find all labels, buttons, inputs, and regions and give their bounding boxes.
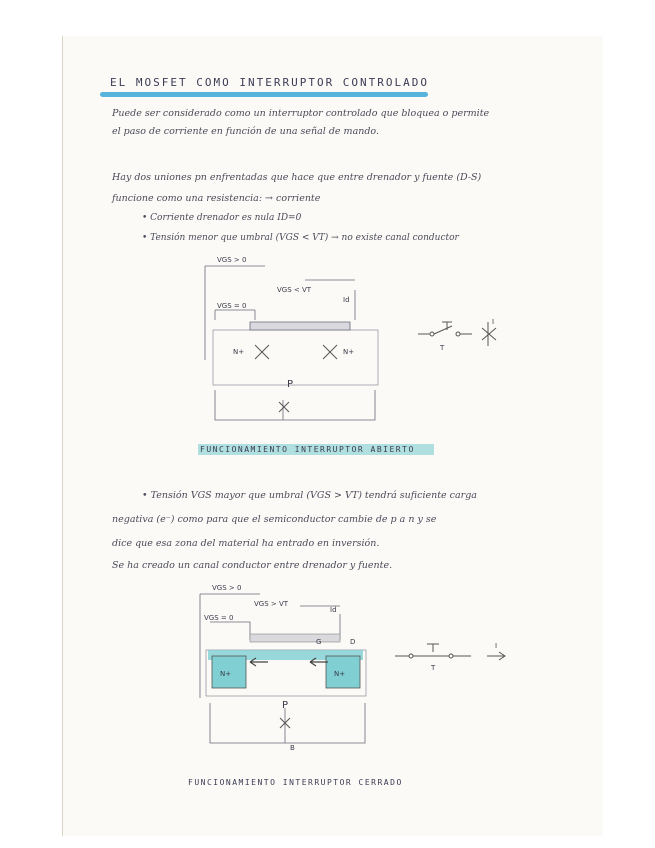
mosfet-closed-diagram (190, 578, 380, 768)
fig1-substrate: P (287, 379, 294, 390)
fig2-n-left: N+ (220, 670, 232, 678)
section1-line-2: funcione como una resistencia: → corriente (112, 193, 321, 204)
bullet-2: • Tensión menor que umbral (VGS < VT) → no existe canal conductor (142, 233, 459, 243)
fig1-n-right: N+ (343, 348, 355, 356)
fig2-body: B (290, 744, 295, 752)
caption-open: FUNCIONAMIENTO INTERRUPTOR ABIERTO (200, 445, 415, 454)
switch-open-symbol (418, 318, 518, 358)
title-highlight (100, 92, 428, 97)
section2-line-1: • Tensión VGS mayor que umbral (VGS > VT) tendrá suficiente carga (142, 490, 477, 501)
sw1-I: I (492, 318, 495, 326)
sw2-I: I (495, 642, 498, 650)
intro-line-2: el paso de corriente en función de una señal de mando. (112, 126, 380, 137)
fig1-vgs-zero: VGS = 0 (217, 302, 247, 310)
fig2-vgs-vt: VGS > VT (254, 600, 289, 608)
caption-closed: FUNCIONAMIENTO INTERRUPTOR CERRADO (188, 778, 403, 787)
bullet-1: • Corriente drenador es nula ID=0 (142, 213, 302, 223)
fig2-gate: G (316, 638, 322, 646)
switch-closed-symbol (395, 638, 515, 678)
page-title: EL MOSFET COMO INTERRUPTOR CONTROLADO (110, 76, 430, 89)
fig1-n-left: N+ (233, 348, 245, 356)
sw2-T: T (431, 664, 436, 672)
mosfet-open-diagram (195, 250, 395, 440)
section2-line-2: negativa (e⁻) como para que el semiconductor cambie de p a n y se (112, 514, 437, 525)
intro-line-1: Puede ser considerado como un interruptor controlado que bloquea o permite (112, 108, 490, 119)
fig2-substrate: P (282, 700, 289, 711)
fig2-vgs-zero: VGS = 0 (204, 614, 234, 622)
fig2-n-right: N+ (334, 670, 346, 678)
fig2-drain: D (350, 638, 356, 646)
fig1-vgs-vt: VGS < VT (277, 286, 312, 294)
section2-line-4: Se ha creado un canal conductor entre drenador y fuente. (112, 560, 393, 571)
section2-line-3: dice que esa zona del material ha entrado en inversión. (112, 538, 380, 549)
section1-line-1: Hay dos uniones pn enfrentadas que hace que entre drenador y fuente (D-S) (112, 172, 482, 183)
fig2-id: Id (330, 606, 337, 614)
sw1-T: T (440, 344, 445, 352)
fig1-vgs-top: VGS > 0 (217, 256, 247, 264)
fig2-vgs-top: VGS > 0 (212, 584, 242, 592)
fig1-id: Id (343, 296, 350, 304)
